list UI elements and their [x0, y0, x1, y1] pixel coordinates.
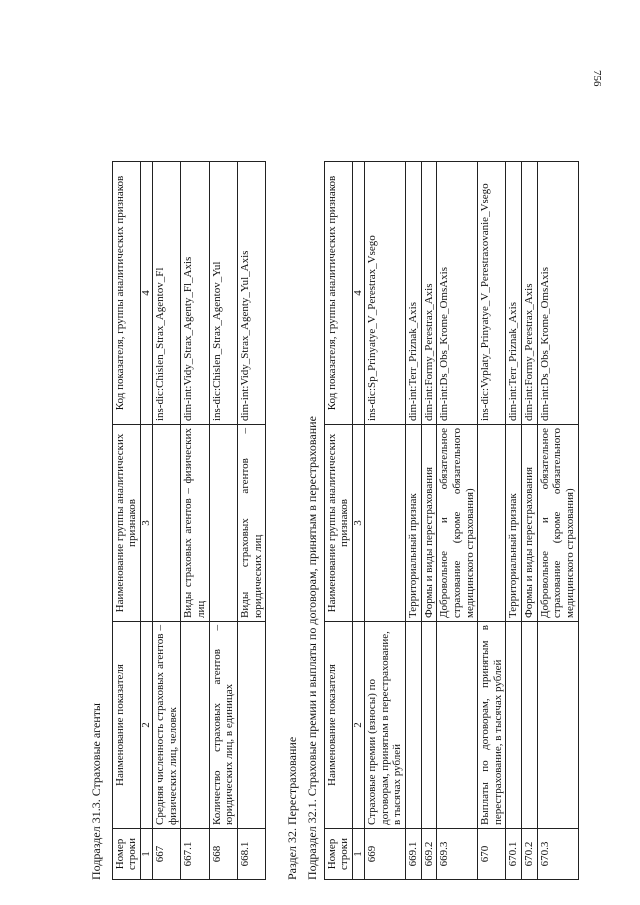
row-indicator-name: [537, 622, 578, 829]
row-code: ins-dic:Sp_Prinyatye_V_Perestrax_Vsego: [365, 162, 406, 425]
index-cell: 3: [141, 425, 153, 622]
section-32-title: Раздел 32. Перестрахование: [285, 736, 300, 880]
row-indicator-name: [437, 622, 478, 829]
header-group-name: Наименование группы аналитических признаков: [324, 425, 352, 622]
row-code: dim-int:Terr_Priznak_Axis: [406, 162, 422, 425]
table-index-row: [141, 162, 153, 880]
index-cell: 4: [353, 162, 365, 425]
index-cell: 2: [353, 622, 365, 829]
row-group-name: Территориальный признак: [506, 425, 522, 622]
header-code: Код показателя, группы аналитических признаков: [324, 162, 352, 425]
row-number: 668: [209, 829, 237, 880]
agents-table: [112, 161, 266, 880]
table-header-row: [324, 162, 352, 880]
subsection-31-3-title: Подраздел 31.3. Страховые агенты: [89, 703, 103, 880]
header-line-number: Номер строки: [324, 829, 352, 880]
table-row: [153, 162, 181, 880]
row-number: 669: [365, 829, 406, 880]
header-code: Код показателя, группы аналитических признаков: [112, 162, 140, 425]
table-row: [522, 162, 538, 880]
page-number: 756: [591, 70, 603, 87]
row-number: 668.1: [237, 829, 265, 880]
table-row: [506, 162, 522, 880]
row-code: ins-dic:Vyplaty_Prinyatye_V_Perestraxovanie_Vsego: [478, 162, 506, 425]
row-indicator-name: Количество страховых агентов – юридических лиц, в единицах: [209, 622, 237, 829]
row-code: dim-int:Formy_Perestrax_Axis: [421, 162, 437, 425]
subsection-32-1-title: Подраздел 32.1. Страховые премии и выплаты по договорам, принятым в перестрахование: [305, 416, 319, 880]
reinsurance-table: [324, 161, 579, 880]
row-group-name: Формы и виды перестрахования: [421, 425, 437, 622]
row-indicator-name: [522, 622, 538, 829]
row-number: 669.3: [437, 829, 478, 880]
row-group-name: [478, 425, 506, 622]
row-group-name: Добровольное и обязательное страхование (кроме обязательного медицинского страхования): [537, 425, 578, 622]
row-number: 667.1: [181, 829, 209, 880]
header-group-name: Наименование группы аналитических признаков: [112, 425, 140, 622]
row-code: ins-dic:Chislen_Strax_Agentov_Fl: [153, 162, 181, 425]
row-number: 670: [478, 829, 506, 880]
index-cell: 2: [141, 622, 153, 829]
row-indicator-name: [406, 622, 422, 829]
row-group-name: Территориальный признак: [406, 425, 422, 622]
rotated-page-content: [90, 120, 610, 880]
index-cell: 1: [353, 829, 365, 880]
row-number: 667: [153, 829, 181, 880]
table-row: [406, 162, 422, 880]
row-number: 669.2: [421, 829, 437, 880]
row-number: 670.2: [522, 829, 538, 880]
row-group-name: [209, 425, 237, 622]
row-code: dim-int:Ds_Obs_Krome_OmsAxis: [437, 162, 478, 425]
header-indicator-name: Наименование показателя: [324, 622, 352, 829]
row-code: dim-int:Formy_Perestrax_Axis: [522, 162, 538, 425]
row-number: 670.1: [506, 829, 522, 880]
row-indicator-name: [421, 622, 437, 829]
row-indicator-name: Страховые премии (взносы) по договорам, принятым в перестрахование, в тысячах рублей: [365, 622, 406, 829]
index-cell: 3: [353, 425, 365, 622]
row-group-name: Добровольное и обязательное страхование (кроме обязательного медицинского страхования): [437, 425, 478, 622]
table-row: [209, 162, 237, 880]
row-indicator-name: [181, 622, 209, 829]
table-row: [181, 162, 209, 880]
row-code: dim-int:Vidy_Strax_Agenty_Yul_Axis: [237, 162, 265, 425]
row-number: 670.3: [537, 829, 578, 880]
row-code: ins-dic:Chislen_Strax_Agentov_Yul: [209, 162, 237, 425]
table-row: [421, 162, 437, 880]
index-cell: 1: [141, 829, 153, 880]
table-row: [478, 162, 506, 880]
table-row: [237, 162, 265, 880]
row-group-name: Формы и виды перестрахования: [522, 425, 538, 622]
row-number: 669.1: [406, 829, 422, 880]
row-indicator-name: Средняя численность страховых агентов – физических лиц, человек: [153, 622, 181, 829]
table-index-row: [353, 162, 365, 880]
row-code: dim-int:Vidy_Strax_Agenty_Fl_Axis: [181, 162, 209, 425]
row-group-name: [365, 425, 406, 622]
row-code: dim-int:Terr_Priznak_Axis: [506, 162, 522, 425]
table-row: [437, 162, 478, 880]
row-indicator-name: [237, 622, 265, 829]
table-row: [537, 162, 578, 880]
row-indicator-name: [506, 622, 522, 829]
header-indicator-name: Наименование показателя: [112, 622, 140, 829]
row-group-name: Виды страховых агентов – физических лиц: [181, 425, 209, 622]
row-indicator-name: Выплаты по договорам, принятым в перестрахование, в тысячах рублей: [478, 622, 506, 829]
header-line-number: Номер строки: [112, 829, 140, 880]
row-code: dim-int:Ds_Obs_Krome_OmsAxis: [537, 162, 578, 425]
index-cell: 4: [141, 162, 153, 425]
table-row: [365, 162, 406, 880]
row-group-name: Виды страховых агентов – юридических лиц: [237, 425, 265, 622]
table-header-row: [112, 162, 140, 880]
row-group-name: [153, 425, 181, 622]
